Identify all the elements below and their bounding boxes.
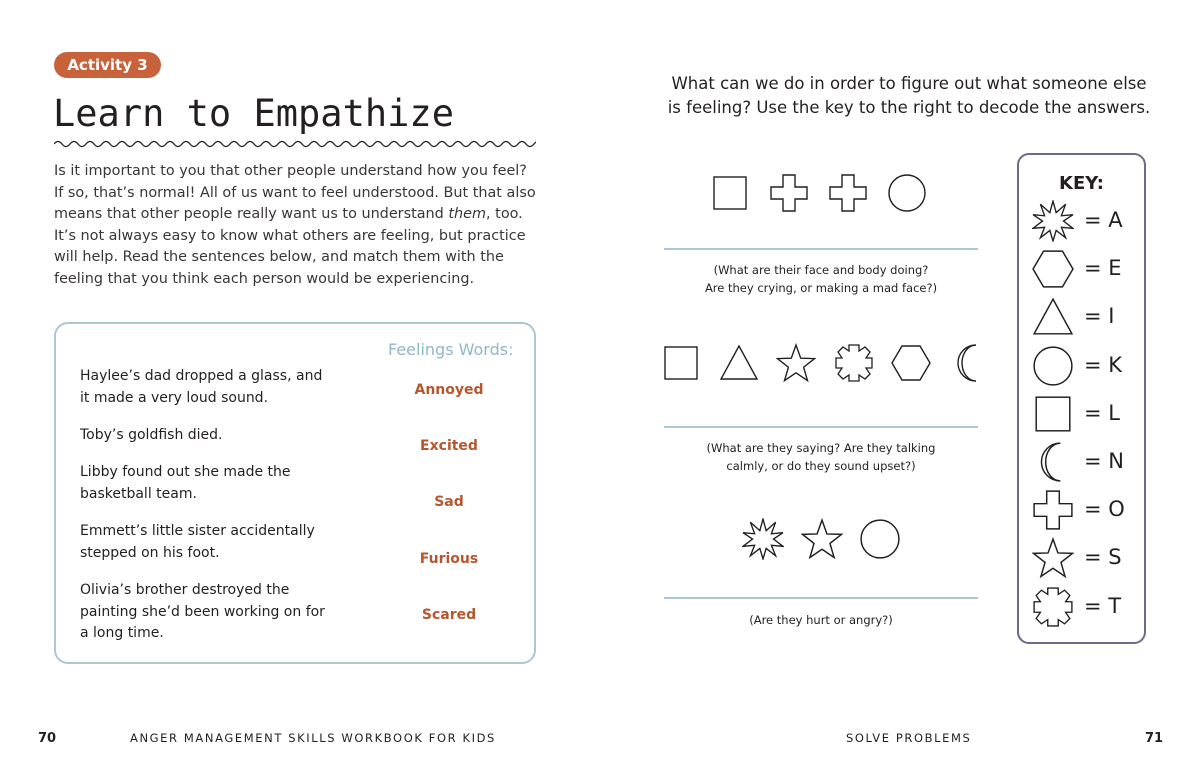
answer-line-1 [664,248,978,250]
sentence-emmett: Emmett’s little sister accidentally stepped on his foot. [80,523,315,561]
feelings-heading: Feelings Words: [388,340,514,359]
key-letter: = S [1084,545,1122,570]
cross-icon [828,173,868,213]
star-icon [801,518,843,560]
hint-3-line-1: (Are they hurt or angry?) [749,613,893,627]
circle-icon [887,173,927,213]
crescent-icon [949,343,989,383]
sentence-toby: Toby’s goldfish died. [80,427,223,443]
hint-1 [664,261,978,297]
feeling-furious: Furious [419,551,479,567]
key-letter: = K [1084,352,1123,377]
key-letter: = O [1084,497,1125,522]
crescent-icon [1032,441,1074,483]
sentence-haylee: Haylee’s dad dropped a glass, and it made a very loud sound. [80,368,323,406]
cross-icon [1032,489,1074,531]
star-icon [1032,537,1074,579]
answer-line-2 [664,426,978,428]
feeling-sad: Sad [434,494,464,510]
right-running-head: SOLVE PROBLEMS [846,731,972,745]
sentence-olivia: Olivia’s brother destroyed the painting she’d been working on for a long time. [80,582,325,641]
hint-2-line-1: (What are they saying? Are they talking [706,441,936,455]
key-letter: = I [1084,304,1115,329]
hint-1-line-2: Are they crying, or making a mad face?) [704,281,938,295]
question-text: What can we do in order to figure out what someone else is feeling? Use the key to the right to decode the answers. [667,74,1151,117]
key-letter: = L [1084,400,1120,425]
hint-2-line-2: calmly, or do they sound upset?) [726,459,916,473]
starburst-icon [742,518,784,560]
gear-icon [834,343,874,383]
hexagon-icon [891,343,931,383]
right-page-number: 71 [1145,731,1164,746]
key-letter: = N [1084,449,1124,473]
star-icon [776,343,816,383]
triangle-icon [1032,296,1074,338]
left-running-head: ANGER MANAGEMENT SKILLS WORKBOOK FOR KIDS [130,731,496,745]
key-letter: = E [1084,256,1122,281]
answer-line-3 [664,597,978,599]
hint-1-line-1: (What are their face and body doing? [713,263,929,277]
activity-badge: Activity 3 [54,52,161,78]
circle-icon [859,518,901,560]
left-page-number: 70 [38,731,57,746]
square-icon [661,343,701,383]
wavy-divider [54,138,536,150]
gear-icon [1032,586,1074,628]
hint-3 [664,611,978,629]
key-letter: = T [1084,593,1122,618]
key-title: KEY: [1059,173,1104,194]
starburst-icon [1032,200,1074,242]
key-letter: = A [1084,208,1123,232]
page-title: Learn to Empathize [53,92,454,135]
circle-icon [1032,345,1074,387]
triangle-icon [719,343,759,383]
feeling-scared: Scared [421,607,477,623]
feeling-annoyed: Annoyed [414,382,484,398]
square-icon [710,173,750,213]
intro-paragraph: Is it important to you that other people understand how you feel? If so, that’s normal! All of us want to feel understood. But that also means that other people really want us to understand them, too. It’s not always easy to know what others are feeling, but practice will help. Read the sentences below, and match them with the feeling that you think each person would be experiencing. [54,163,536,287]
square-icon [1032,393,1074,435]
hexagon-icon [1032,248,1074,290]
cross-icon [769,173,809,213]
feeling-excited: Excited [420,438,478,454]
sentence-libby: Libby found out she made the basketball team. [80,464,291,502]
hint-2 [664,439,978,475]
